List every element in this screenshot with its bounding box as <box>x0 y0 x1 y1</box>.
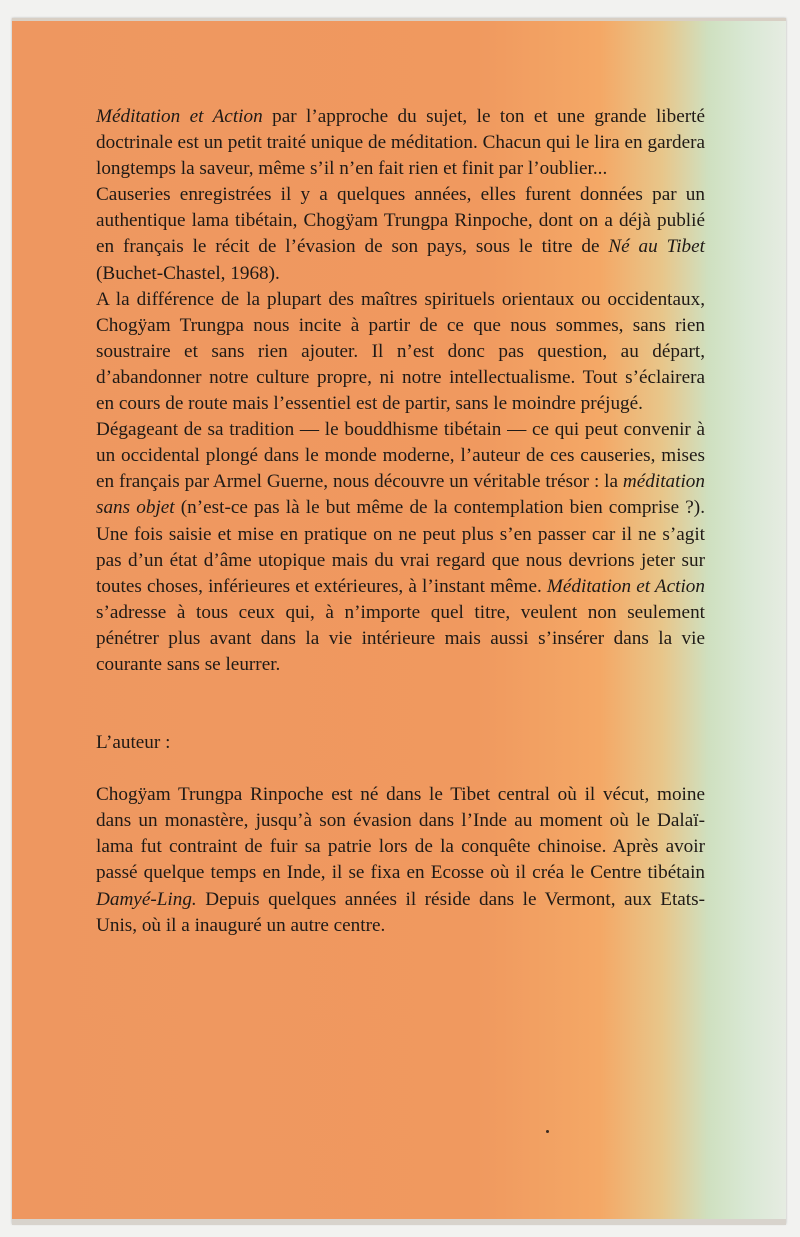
blurb-p1-title: Méditation et Action <box>96 106 263 127</box>
blurb-paragraph-2 <box>96 182 705 286</box>
blurb-p4-text-c: s’adresse à tous ceux qui, à n’importe quel titre, veulent non seulement pénétrer plus avant dans la vie intérieure mais aussi s’insérer dans la vie courante sans se leurrer. <box>96 601 705 675</box>
blurb-paragraph-4 <box>96 417 705 678</box>
blurb-p4-italic-b: Méditation et Action <box>546 575 705 597</box>
blurb-p2-text-a: Causeries enregistrées il y a quelques années, elles furent données par un authentique lama tibétain, Chogÿam Trungpa Rinpoche, dont on a déjà publié en français le récit de l’évasion de son pays, sous le titre de <box>96 184 705 258</box>
blurb-p4-text-a: Dégageant de sa tradition — le bouddhisme tibétain — ce qui peut convenir à un occidental plongé dans le monde moderne, l’auteur de ces causeries, mises en français par Armel Guerne, nous découvre un véritable trésor : la <box>96 419 705 493</box>
section-spacer <box>96 678 705 730</box>
cover-bottom-edge <box>12 1219 786 1225</box>
print-speck <box>546 1130 549 1133</box>
author-text-a: Chogÿam Trungpa Rinpoche est né dans le Tibet central où il vécut, moine dans un monastère, jusqu’à son évasion dans l’Inde au moment où le Dalaï-lama fut contraint de fuir sa patrie lors de la conquête chinoise. Après avoir passé quelque temps en Inde, il se fixa en Ecosse où il créa le Centre tibétain <box>96 784 705 884</box>
author-text-b: Depuis quelques années il réside dans le Vermont, aux Etats-Unis, où il a inauguré un autre centre. <box>96 888 705 936</box>
blurb-p1-text: par l’approche du sujet, le ton et une grande liberté doctrinale est un petit traité unique de méditation. Chacun qui le lira en gardera longtemps la saveur, même s’il n’en fait rien et finit par l’oublier... <box>96 106 705 180</box>
blurb-p4-italic-a: méditation sans objet <box>96 471 705 519</box>
blurb-text-block <box>96 104 705 939</box>
blurb-p4-text-b: (n’est-ce pas là le but même de la contemplation bien comprise ?). Une fois saisie et mise en pratique on ne peut plus s’en passer car il ne s’agit pas d’un état d’âme utopique mais du vrai regard que nous devrions jeter sur toutes choses, inférieures et extérieures, à l’instant même. <box>96 497 705 597</box>
heading-spacer <box>96 756 705 782</box>
author-paragraph <box>96 782 705 939</box>
author-center-name: Damyé-Ling. <box>96 888 197 910</box>
author-heading: L’auteur : <box>96 732 171 754</box>
blurb-paragraph-1 <box>96 104 705 182</box>
blurb-p2-text-b: (Buchet-Chastel, 1968). <box>96 262 280 284</box>
blurb-paragraph-3 <box>96 287 705 417</box>
blurb-p2-title: Né au Tibet <box>608 236 705 258</box>
blurb-p3-text: A la différence de la plupart des maîtres spirituels orientaux ou occidentaux, Chogÿam Trungpa nous incite à partir de ce que nous sommes, sans rien soustraire et sans rien ajouter. Il n’est donc pas question, au départ, d’abandonner notre culture propre, ni notre intellectualisme. Tout s’éclairera en cours de route mais l’essentiel est de partir, sans le moindre préjugé. <box>96 288 705 415</box>
